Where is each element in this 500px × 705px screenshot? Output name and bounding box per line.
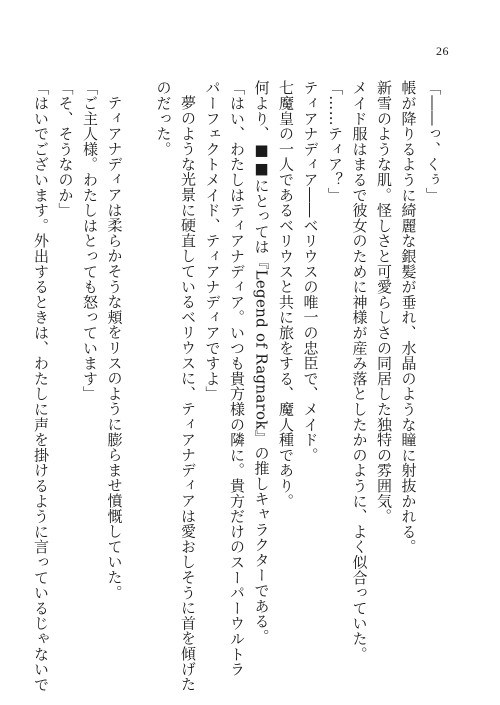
text-line: 「ご主人様。わたしはとっても怒っています」: [81, 80, 99, 402]
text-line: のだった。: [154, 80, 173, 157]
text-line: 「……ティア？」: [326, 80, 344, 203]
text-line: パーフェクトメイド、ティアナディアですよ」: [203, 80, 222, 402]
text-line: 「はい、わたしはティアナディア。いつも貴方様の隣に。貴方だけのスーパーウルトラ: [228, 80, 246, 677]
text-line: ティアナディア――ベリウスの唯一の忠臣で、メイド。: [301, 80, 320, 463]
text-line: メイド服はまるで彼女のために神様が産み落としたかのように、よく似合っていた。: [350, 80, 369, 662]
text-line: 「そ、そうなのか」: [56, 80, 75, 218]
blank-line: [127, 80, 152, 665]
text-line: 「はいでございます。外出するときは、わたしに声を掛けるように言っているじゃないで: [32, 80, 50, 692]
text-line: 夢のような光景に硬直しているベリウスに、ティアナディアは愛おしそうに首を傾げた: [179, 95, 197, 692]
text-line: 新雪のような肌。怪しさと可愛らしさの同居した独特の雰囲気。: [375, 80, 393, 524]
text-line: 帳が降りるように綺麗な銀髪が垂れ、水晶のような瞳に射抜かれる。: [399, 80, 418, 555]
text-line: 七魔皇の一人であるベリウスと共に旅をする、魔人種であり。: [277, 80, 295, 509]
page-number: 26: [436, 44, 449, 58]
text-line: 「――っ、くぅ」: [424, 80, 442, 203]
vertical-text-body: [32, 80, 445, 692]
text-line: ティアナディアは柔らかそうな頬をリスのように膨らませ憤慨していた。: [105, 95, 124, 600]
text-line: 何より、■■にとっては『Legend of Ragnarok』の推しキャラクターである。: [252, 80, 271, 644]
